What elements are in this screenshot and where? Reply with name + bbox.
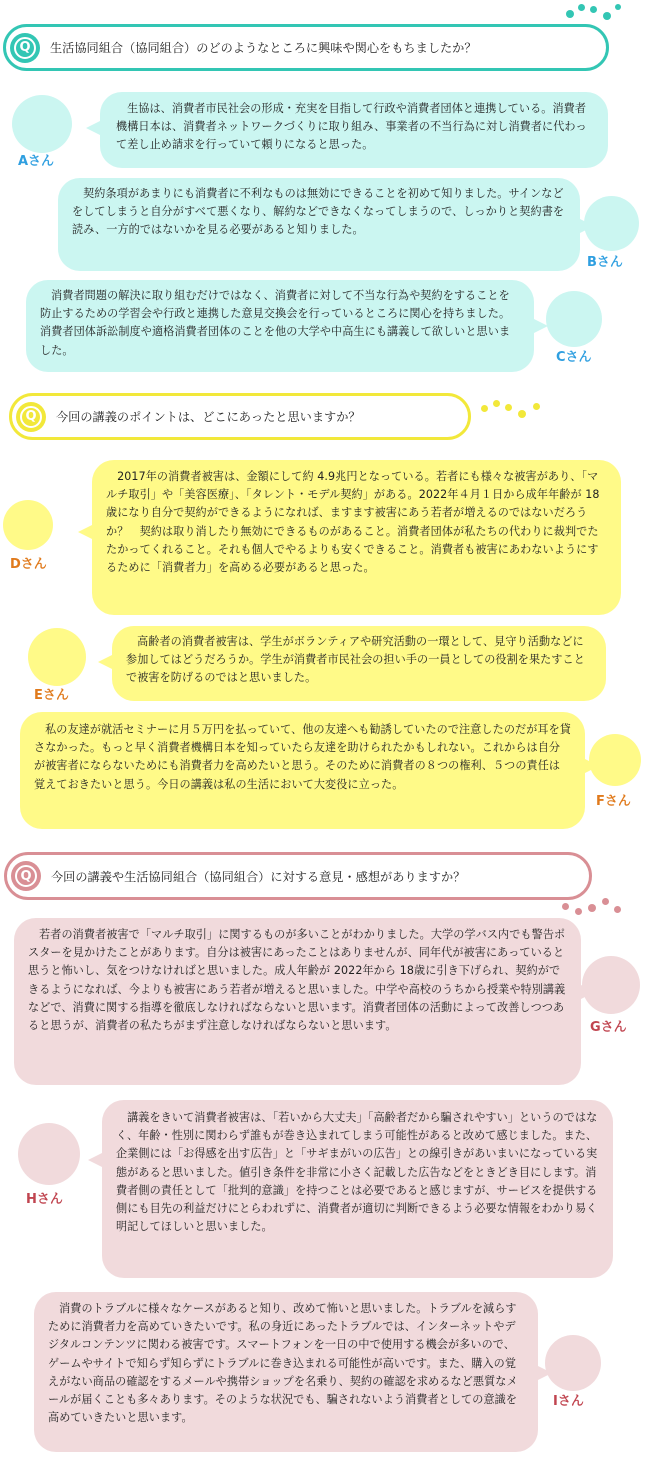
- decor-dot: [615, 4, 621, 10]
- speaker-avatar: [18, 1123, 80, 1185]
- decor-dot: [505, 404, 512, 411]
- answer-text: 若者の消費者被害で「マルチ取引」に関するものが多いことがわかりました。大学の学バス内でも警告ポスターを見かけたことがあります。自分は被害にあったことはありませんが、同年代が被害にあっていると思うと怖いし、気をつけなければと思いました。成人年齢が 2022年から 18歳に引き下げられ、契約ができるようになれば、今よりも被害にあう若者が増えると思いました。中学や高校のうちから授業や特別講義などで、消費に関する指導を徹底しなければならないと思います。消費者団体の活動によって改善しつつあると思うが、消費者の私たちがまず注意しなければならないと思います。: [28, 928, 566, 1033]
- speaker-avatar: [582, 956, 640, 1014]
- answer-text: 消費のトラブルに様々なケースがあると知り、改めて怖いと思いました。トラブルを減らすために消費者力を高めていきたいです。私の身近にあったトラブルでは、インターネットやデジタルコンテンツに関わる被害です。スマートフォンを一日の中で使用する機会が多いので、ゲームやサイトで知らず知らずにトラブルに巻き込まれる可能性が高いです。また、購入の覚えがない商品の確認をするメールや携帯ショップを名乗り、契約の確認を求めるなど悪質なメールが届くことも多々あります。そのような状況でも、騙されないよう消費者としての意識を高めていきたいと思います。: [48, 1302, 518, 1425]
- question-bar-3: [4, 852, 592, 900]
- answer-text: 私の友達が就活セミナーに月５万円を払っていて、他の友達へも勧誘していたので注意したのだが耳を貸さなかった。もっと早く消費者機構日本を知っていたら友達を助けられたかもしれない。これからは自分が被害者にならないためにも消費者力を高めたいと思う。そのために消費者の８つの権利、５つの責任は覚えておきたいと思う。今日の講義は私の生活において大変役に立った。: [34, 723, 571, 791]
- decor-dot: [602, 898, 609, 905]
- question-badge: [10, 33, 40, 63]
- question-text: 生活協同組合（協同組合）のどのようなところに興味や関心をもちましたか？: [50, 41, 477, 55]
- question-q-icon: Q: [14, 37, 36, 59]
- speaker-name: Fさん: [596, 794, 631, 809]
- question-bar-1: [3, 24, 609, 71]
- speaker-avatar: [584, 196, 639, 251]
- speaker-name: Iさん: [553, 1394, 584, 1409]
- answer-bubble: [92, 460, 621, 615]
- decor-dot: [493, 400, 500, 407]
- speaker-name: Hさん: [26, 1192, 63, 1207]
- speaker-avatar: [546, 291, 602, 347]
- answer-text: 契約条項があまりにも消費者に不利なものは無効にできることを初めて知りました。サインなどをしてしまうと自分がすべて悪くなり、解約などできなくなってしまうので、しっかりと契約書を読み、一方的ではないかを見る必要があると知りました。: [72, 187, 565, 237]
- decor-dot: [518, 410, 526, 418]
- question-badge: [11, 861, 41, 891]
- answer-bubble: [14, 918, 581, 1085]
- answer-bubble: [34, 1292, 538, 1452]
- decor-dot: [533, 403, 540, 410]
- speaker-avatar: [28, 628, 86, 686]
- answer-text: 高齢者の消費者被害は、学生がボランティアや研究活動の一環として、見守り活動などに参加してはどうだろうか。学生が消費者市民社会の担い手の一員としての役割を果たすことで被害を防げるのではと思いました。: [126, 635, 585, 685]
- question-text: 今回の講義のポイントは、どこにあったと思いますか？: [56, 410, 361, 424]
- decor-dot: [575, 908, 582, 915]
- decor-dot: [566, 10, 574, 18]
- question-q-icon: Q: [15, 865, 37, 887]
- speaker-avatar: [3, 500, 53, 550]
- answer-text: 生協は、消費者市民社会の形成・充実を目指して行政や消費者団体と連携している。消費者機構日本は、消費者ネットワークづくりに取り組み、事業者の不当行為に対し消費者に代わって差し止め請求を行っていて頼りになると思った。: [116, 102, 587, 152]
- answer-text: 消費者問題の解決に取り組むだけではなく、消費者に対して不当な行為や契約をすることを防止するための学習会や行政と連携した意見交換会を行っているところに関心を持ちました。消費者団体訴訟制度や適格消費者団体のことを他の大学や中高生にも講義して欲しいと思いました。: [40, 289, 511, 357]
- speaker-name: Gさん: [590, 1020, 627, 1035]
- decor-dot: [614, 906, 621, 913]
- answer-bubble: [58, 178, 580, 271]
- decor-dot: [590, 6, 597, 13]
- question-q-icon: Q: [20, 406, 42, 428]
- answer-bubble: [112, 626, 606, 701]
- answer-text: 講義をきいて消費者被害は、「若いから大丈夫」「高齢者だから騙されやすい」というのではなく、年齢・性別に関わらず誰もが巻き込まれてしまう可能性があると改めて感じました。また、企業側には「お得感を出す広告」と「サギまがいの広告」との線引きがあいまいになっている実態があると思いました。値引き条件を非常に小さく記載した広告などをときどき目にします。消費者側の責任として「批判的意識」を持つことは必要であると感じますが、サービスを提供する側にも目先の利益だけにとらわれずに、消費者が適切に判断できるよう必要な情報をわかり易く明記してほしいと思いました。: [116, 1111, 598, 1234]
- decor-dot: [578, 4, 585, 11]
- question-badge: [16, 402, 46, 432]
- answer-bubble: [100, 92, 608, 168]
- speaker-avatar: [545, 1335, 601, 1391]
- speaker-avatar: [12, 95, 72, 153]
- answer-text: 2017年の消費者被害は、金額にして約 4.9兆円となっている。若者にも様々な被害があり、「マルチ取引」や「美容医療」、「タレント・モデル契約」がある。2022年４月１日から成年年齢が 18歳になり自分で契約ができるようになれば、ますます被害にあう若者が増えるのではないだろうか？ 契約は取り消したり無効にできるものがあること。消費者団体が私たちの代わりに裁判でたたかってくれること。それも個人でやるよりも安くできること。消費者も被害にあわないようにするために「消費者力」を高める必要があると思った。: [106, 470, 600, 575]
- decor-dot: [562, 903, 569, 910]
- speaker-name: Eさん: [34, 688, 69, 703]
- speaker-name: Aさん: [18, 154, 55, 169]
- speaker-avatar: [589, 734, 641, 786]
- answer-bubble: [102, 1100, 613, 1278]
- answer-bubble: [26, 280, 534, 372]
- question-bar-2: [9, 393, 471, 440]
- speaker-name: Bさん: [587, 255, 623, 270]
- speaker-name: Cさん: [556, 350, 592, 365]
- answer-bubble: [20, 712, 585, 829]
- decor-dot: [603, 12, 611, 20]
- question-text: 今回の講義や生活協同組合（協同組合）に対する意見・感想がありますか？: [51, 869, 466, 884]
- decor-dot: [481, 405, 488, 412]
- decor-dot: [588, 904, 596, 912]
- speaker-name: Dさん: [10, 557, 47, 572]
